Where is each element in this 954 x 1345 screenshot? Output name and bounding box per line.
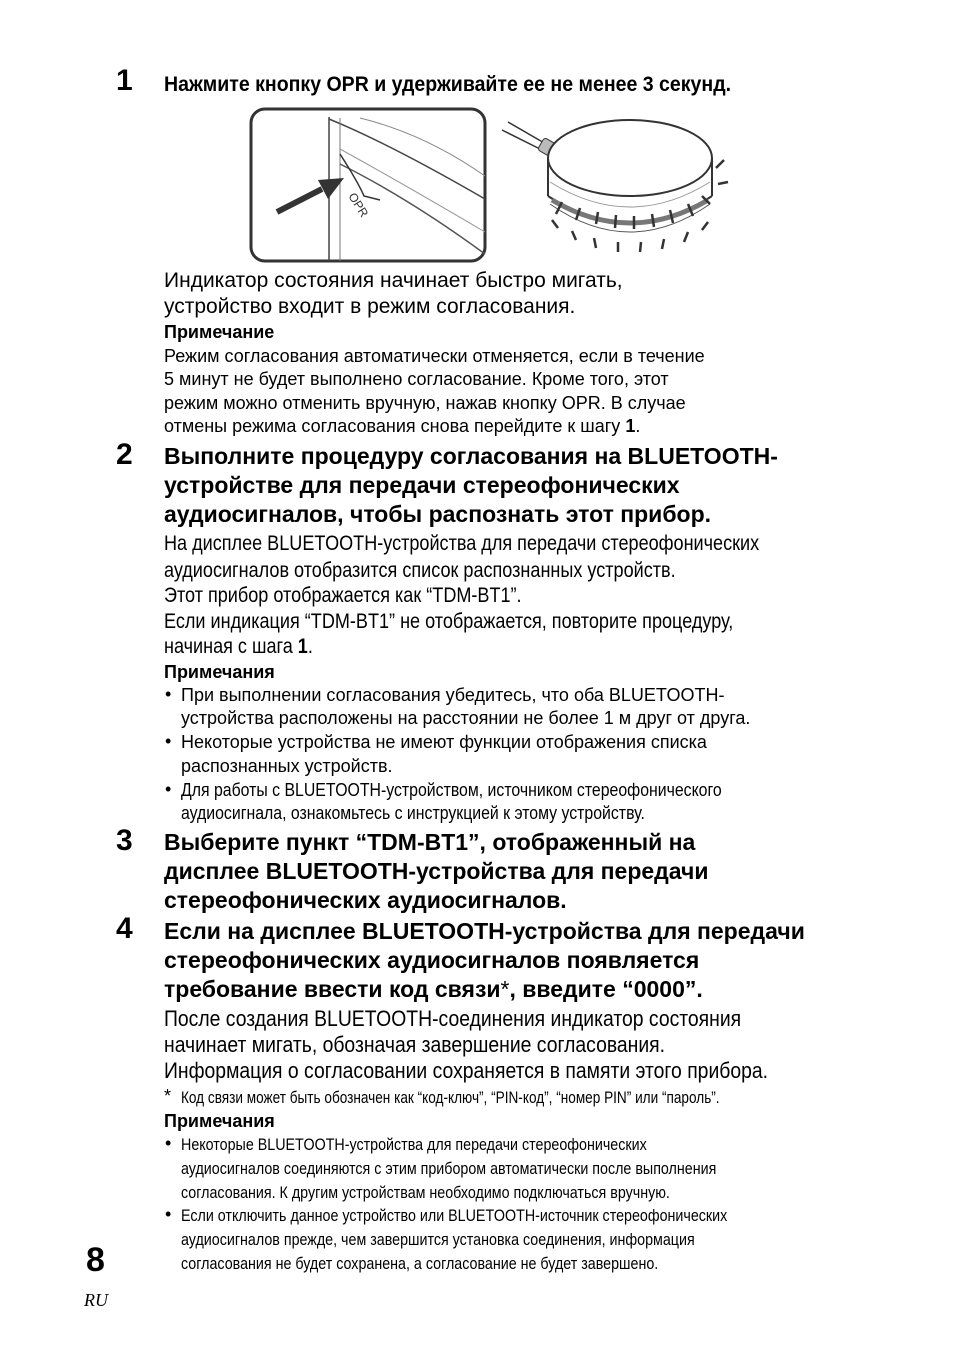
- footnote-mark: *: [164, 1086, 172, 1106]
- step-4-heading-line-2: стереофонических аудиосигналов появляется: [164, 947, 700, 973]
- step-2-heading-line-1: Выполните процедуру согласования на BLUETOOTH-: [164, 443, 778, 469]
- step-1-heading: Нажмите кнопку OPR и удерживайте ее не менее 3 секунд.: [164, 73, 732, 96]
- step-1-number: 1: [116, 64, 133, 97]
- step-1-text-line-1: Индикатор состояния начинает быстро мигать,: [164, 269, 623, 292]
- step-4-text-line-2: начинает мигать, обозначая завершение согласования.: [164, 1032, 666, 1057]
- step-4-note-1-line-2: аудиосигналов соединяются с этим прибором автоматически после выполнения: [181, 1159, 717, 1178]
- step-1-note-line-4: отмены режима согласования снова перейдите к шагу 1.: [164, 416, 641, 436]
- step-ref: 1: [625, 416, 636, 436]
- footnote-marker: *: [500, 976, 510, 1002]
- step-2-text-line-4: Если индикация “TDM-BT1” не отображается, повторите процедуру,: [164, 610, 734, 633]
- bullet-icon: •: [165, 731, 172, 751]
- step-2-note-3-line-1: Для работы с BLUETOOTH-устройством, источником стереофонического: [181, 780, 722, 800]
- language-code: RU: [84, 1290, 108, 1310]
- step-2-heading-line-3: аудиосигналов, чтобы распознать этот прибор.: [164, 501, 712, 527]
- step-2-note-1-line-1: При выполнении согласования убедитесь, что оба BLUETOOTH-: [181, 685, 725, 705]
- step-1-note-line-2: 5 минут не будет выполнено согласование. Кроме того, этот: [164, 369, 669, 389]
- bullet-icon: •: [165, 1133, 172, 1153]
- step-3-heading-line-2: дисплее BLUETOOTH-устройства для передачи: [164, 858, 709, 884]
- step-3-heading-line-1: Выберите пункт “TDM-BT1”, отображенный на: [164, 829, 696, 855]
- step-4-note-2-line-1: Если отключить данное устройство или BLUETOOTH-источник стереофонических: [181, 1206, 728, 1225]
- step-3-number: 3: [116, 824, 133, 857]
- footnote-text: Код связи может быть обозначен как “код-ключ”, “PIN-код”, “номер PIN” или “пароль”.: [181, 1088, 720, 1107]
- step-2-text-line-2: аудиосигналов отобразится список распознанных устройств.: [164, 559, 676, 582]
- step-2-heading-line-2: устройстве для передачи стереофонических: [164, 472, 680, 498]
- step-2-text-line-1: На дисплее BLUETOOTH-устройства для передачи стереофонических: [164, 532, 760, 555]
- step-4-text-line-1: После создания BLUETOOTH-соединения индикатор состояния: [164, 1006, 742, 1031]
- step-2-note-3-line-2: аудиосигнала, ознакомьтесь с инструкцией к этому устройству.: [181, 803, 645, 823]
- step-2-text-line-3: Этот прибор отображается как “TDM-BT1”.: [164, 584, 522, 607]
- opr-label: OPR: [345, 190, 372, 220]
- step-2-note-2-line-2: распознанных устройств.: [181, 756, 393, 776]
- step-2-text-line-5: начиная с шага 1.: [164, 635, 313, 658]
- bullet-icon: •: [165, 779, 172, 799]
- step-4-number: 4: [116, 912, 133, 945]
- step-1-note-title: Примечание: [164, 322, 275, 342]
- step-1-note-line-1: Режим согласования автоматически отменяется, если в течение: [164, 346, 705, 366]
- step-2-note-2-line-1: Некоторые устройства не имеют функции отображения списка: [181, 732, 707, 752]
- zoom-inset-frame: [251, 109, 485, 261]
- device-top: [548, 120, 712, 196]
- step-4-note-1-line-1: Некоторые BLUETOOTH-устройства для передачи стереофонических: [181, 1135, 647, 1154]
- step-4-notes-title: Примечания: [164, 1111, 275, 1131]
- step-2-number: 2: [116, 438, 133, 471]
- page-number: 8: [86, 1241, 105, 1279]
- step-1-note-line-3: режим можно отменить вручную, нажав кнопку OPR. В случае: [164, 393, 686, 413]
- step-4-heading-line-3: требование ввести код связи*, введите “0000”.: [164, 976, 703, 1002]
- bullet-icon: •: [165, 684, 172, 704]
- step-1-text-line-2: устройство входит в режим согласования.: [164, 295, 576, 318]
- step-4-text-line-3: Информация о согласовании сохраняется в памяти этого прибора.: [164, 1058, 769, 1083]
- step-4-heading-line-1: Если на дисплее BLUETOOTH-устройства для передачи: [164, 918, 805, 944]
- step-4-note-2-line-2: аудиосигналов прежде, чем завершится установка соединения, информация: [181, 1230, 695, 1249]
- step-4-note-2-line-3: согласования не будет сохранена, а согласование не будет завершено.: [181, 1254, 659, 1273]
- step-ref: 1: [297, 635, 308, 658]
- step-2-notes-title: Примечания: [164, 662, 275, 682]
- opr-button-illustration: [240, 104, 740, 274]
- bullet-icon: •: [165, 1204, 172, 1224]
- step-3-heading-line-3: стереофонических аудиосигналов.: [164, 887, 567, 913]
- step-4-note-1-line-3: согласования. К другим устройствам необходимо подключаться вручную.: [181, 1183, 670, 1202]
- step-2-note-1-line-2: устройства расположены на расстоянии не более 1 м друг от друга.: [181, 708, 751, 728]
